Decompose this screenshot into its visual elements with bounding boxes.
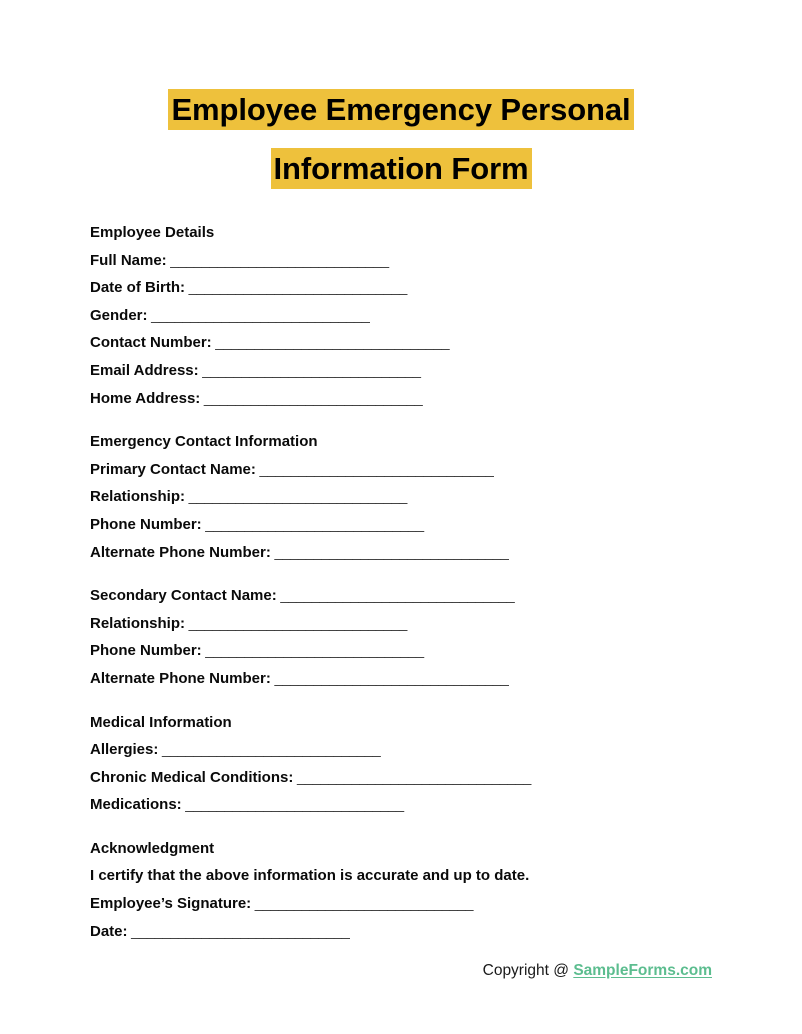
field-primary-phone-number[interactable] (90, 511, 730, 539)
field-blank-line[interactable]: ____________________________ (166, 251, 389, 269)
field-label: Chronic Medical Conditions: (90, 768, 294, 786)
page-title (90, 80, 712, 198)
field-blank-line[interactable]: ______________________________ (276, 587, 515, 605)
field-date-of-birth[interactable] (90, 274, 730, 302)
field-blank-line[interactable]: ____________________________ (185, 279, 407, 297)
section-heading-acknowledgment: Acknowledgment (90, 839, 215, 857)
section-spacer (90, 693, 730, 709)
field-blank-line[interactable]: ____________________________ (127, 922, 350, 940)
field-label: Medications: (90, 796, 182, 814)
field-blank-line[interactable]: ____________________________ (201, 515, 424, 533)
field-blank-line[interactable]: ____________________________ (185, 614, 407, 632)
field-medications[interactable] (90, 791, 730, 819)
field-label: Gender: (90, 306, 148, 324)
field-secondary-relationship[interactable] (90, 610, 730, 638)
field-chronic-medical-conditions[interactable] (90, 764, 730, 792)
field-blank-line[interactable]: ____________________________ (181, 796, 404, 814)
section-heading-employee-details: Employee Details (90, 224, 215, 241)
field-signature-date[interactable] (90, 918, 730, 946)
field-label: Allergies: (90, 741, 159, 759)
field-primary-relationship[interactable] (90, 483, 730, 511)
field-secondary-contact-name[interactable] (90, 582, 730, 610)
section-spacer (90, 412, 730, 428)
field-label: Date of Birth: (90, 279, 185, 297)
field-gender[interactable] (90, 302, 730, 330)
field-employee-signature[interactable] (90, 890, 730, 918)
field-blank-line[interactable]: ______________________________ (255, 460, 494, 478)
field-contact-number[interactable] (90, 329, 730, 357)
field-blank-line[interactable]: ____________________________ (200, 389, 423, 407)
field-label: Relationship: (90, 488, 186, 506)
footer-copyright (90, 962, 712, 980)
field-primary-contact-name[interactable] (90, 456, 730, 484)
page-title-line-2: Information Form (271, 148, 532, 189)
field-blank-line[interactable]: ____________________________ (158, 741, 381, 759)
field-label: Phone Number: (90, 642, 202, 660)
field-label: Primary Contact Name: (90, 460, 256, 478)
field-full-name[interactable] (90, 247, 730, 275)
field-blank-line[interactable]: ____________________________ (251, 895, 473, 913)
field-blank-line[interactable]: ____________________________ (185, 488, 407, 506)
footer-copyright-text: Copyright @ (482, 962, 574, 979)
field-email-address[interactable] (90, 357, 730, 385)
field-label: Email Address: (90, 361, 199, 379)
field-home-address[interactable] (90, 385, 730, 413)
field-label: Contact Number: (90, 334, 212, 352)
field-secondary-alternate-phone-number[interactable] (90, 665, 730, 693)
field-secondary-phone-number[interactable] (90, 637, 730, 665)
field-label: Relationship: (90, 614, 186, 632)
field-blank-line[interactable]: ____________________________ (201, 642, 424, 660)
field-label: Alternate Phone Number: (90, 669, 271, 687)
field-label: Phone Number: (90, 515, 202, 533)
section-heading-medical-information: Medical Information (90, 713, 232, 731)
field-allergies[interactable] (90, 736, 730, 764)
field-label: Home Address: (90, 389, 201, 407)
field-label: Date: (90, 922, 128, 940)
field-blank-line[interactable]: ______________________________ (211, 334, 450, 352)
field-primary-alternate-phone-number[interactable] (90, 539, 730, 567)
field-blank-line[interactable]: ______________________________ (293, 768, 531, 786)
field-label: Full Name: (90, 251, 167, 269)
page-title-line-1: Employee Emergency Personal (168, 89, 633, 130)
field-label: Secondary Contact Name: (90, 587, 277, 605)
section-spacer (90, 819, 730, 835)
field-label: Alternate Phone Number: (90, 543, 271, 561)
field-blank-line[interactable]: ______________________________ (270, 669, 509, 687)
field-blank-line[interactable]: ____________________________ (147, 306, 370, 324)
field-blank-line[interactable]: ______________________________ (270, 543, 509, 561)
field-label: Employee’s Signature: (90, 895, 252, 913)
footer-brand-link[interactable]: SampleForms.com (573, 962, 712, 979)
section-heading-emergency-contact: Emergency Contact Information (90, 433, 318, 451)
section-spacer (90, 566, 730, 582)
acknowledgment-statement: I certify that the above information is accurate and up to date. (90, 867, 530, 885)
form-body (90, 219, 730, 945)
field-blank-line[interactable]: ____________________________ (198, 361, 421, 379)
